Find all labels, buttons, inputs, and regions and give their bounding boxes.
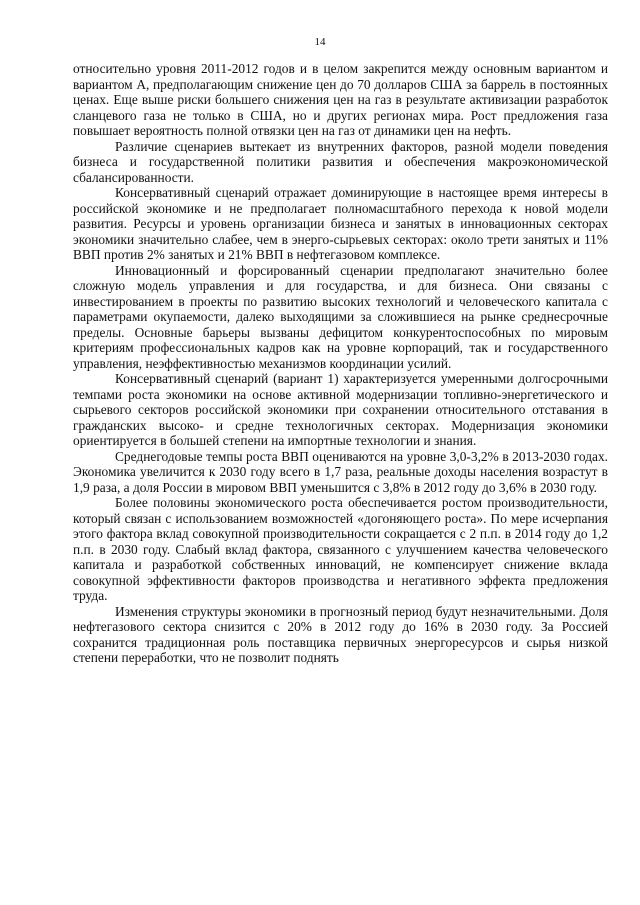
paragraph: Изменения структуры экономики в прогнозный период будут незначительными. Доля нефтегазового сектора снизится с 20% в 2012 году до 16% в 2030 году. За Россией сохранится традиционная роль поставщика первичных энергоресурсов и сырья низкой степени переработки, что не позволит поднять: [73, 603, 608, 665]
paragraph: Консервативный сценарий (вариант 1) характеризуется умеренными долгосрочными темпами роста экономики на основе активной модернизации топливно-энергетического и сырьевого секторов российской экономики при сохранении относительного отставания в гражданских высоко- и средне технологичных секторах. Модернизация экономики ориентируется в большей степени на импортные технологии и знания.: [73, 371, 608, 448]
paragraph-continued: относительно уровня 2011-2012 годов и в целом закрепится между основным вариантом и вариантом А, предполагающим снижение цен до 70 долларов США за баррель в постоянных ценах. Еще выше риски большего снижения цен на газ в результате активизации разработок сланцевого газа не только в США, но и других регионах мира. Рост предложения газа повышает вероятность полной отвязки цен на газ от динамики цен на нефть.: [73, 61, 608, 138]
document-body: [73, 61, 608, 666]
paragraph: Среднегодовые темпы роста ВВП оцениваются на уровне 3,0-3,2% в 2013-2030 годах. Экономика увеличится к 2030 году всего в 1,7 раза, реальные доходы населения возрастут в 1,9 раза, а доля России в мировом ВВП уменьшится с 3,8% в 2012 году до 3,6% в 2030 году.: [73, 448, 608, 495]
paragraph: Более половины экономического роста обеспечивается ростом производительности, который связан с использованием возможностей «догоняющего роста». По мере исчерпания этого фактора вклад совокупной производительности сокращается с 2 п.п. в 2014 году до 1,2 п.п. в 2030 году. Слабый вклад фактора, связанного с улучшением качества человеческого капитала и разработкой собственных инноваций, не компенсирует снижение вклада совокупной эффективности факторов производства и негативного эффекта предложения труда.: [73, 495, 608, 603]
paragraph: Консервативный сценарий отражает доминирующие в настоящее время интересы в российской экономике и не предполагает полномасштабного перехода к новой модели развития. Ресурсы и уровень организации бизнеса и занятых в инновационных секторах экономики значительно слабее, чем в энерго-сырьевых секторах: около трети занятых и 11% ВВП против 2% занятых и 21% ВВП в нефтегазовом комплексе.: [73, 185, 608, 262]
page-number: 14: [314, 36, 326, 48]
paragraph: Инновационный и форсированный сценарии предполагают значительно более сложную модель управления и для государства, и для бизнеса. Они связаны с инвестированием в проекты по развитию высоких технологий и человеческого капитала с параметрами окупаемости, далеко выходящими за сложившиеся на рынке среднесрочные пределы. Основные барьеры вызваны дефицитом конкурентоспособных по мировым критериям профессиональных кадров как на уровне корпораций, так и государственного управления, неэффективностью механизмов координации усилий.: [73, 262, 608, 371]
paragraph: Различие сценариев вытекает из внутренних факторов, разной модели поведения бизнеса и государственной политики развития и обеспечения макроэкономической сбалансированности.: [73, 138, 608, 185]
